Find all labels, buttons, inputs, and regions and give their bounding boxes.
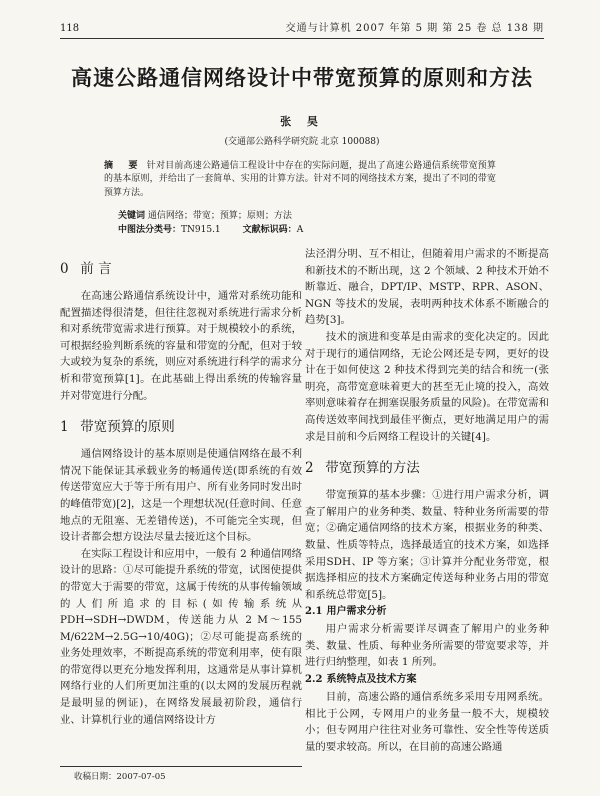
section-0-number: 0 [60, 261, 69, 277]
received-date-value: 2007-07-05 [116, 772, 166, 782]
section-2-number: 2 [305, 460, 314, 477]
subsection-2-2-paragraph: 目前，高速公路的通信系统多采用专用网系统。相比于公网，专网用户的业务量一般不大，规模较小；但专网用户往往对业务可靠性、安全性等传送质量的要求较高。所以，在目前的高速公路通 [305, 691, 549, 753]
classification-value: TN915.1 [181, 225, 221, 235]
section-2-heading [305, 459, 549, 477]
classification-line [118, 224, 303, 237]
keywords-text: 通信网络；带宽；预算；原则；方法 [147, 211, 292, 221]
subsection-2-1-title: 用户需求分析 [326, 606, 387, 618]
section-1-number: 1 [60, 419, 69, 436]
keywords [118, 210, 292, 223]
doc-code-value: A [296, 225, 304, 235]
classification-label: 中图法分类号： [118, 225, 182, 235]
footnote [60, 766, 302, 783]
page-number: 118 [60, 23, 80, 34]
abstract [104, 160, 496, 200]
subsection-2-2-number: 2.2 [305, 674, 323, 686]
section-0-heading [60, 260, 302, 278]
subsection-2-2-heading [305, 672, 549, 688]
section-1-paragraph-2: 在实际工程设计和应用中，一般有 2 种通信网络设计的思路：①尽可能提升系统的带宽，试图使提供的带宽大于需要的带宽，这属于传统的从事传输领域的人们所追求的目标(如传输系统从 PDH→SDH→DWDM，传送能力从 2 M～155 M/622M→2.5G→10/40G)；②尽可能提高系统的业务处理效率，不断提高系统的带宽利用率，使有限的带宽得以更充分地发挥利用，这通常是从事计算机网络行业的人们所更加注重的(以太网的发展历程就是最明显的例证)，在网络发展最初阶段，通信行业、计算机行业的通信网络设计方 [60, 547, 302, 726]
doc-code-label: 文献标识码： [242, 225, 297, 235]
affiliation: (交通部公路科学研究院 北京 100088) [224, 137, 380, 147]
subsection-2-2-title: 系统特点及技术方案 [326, 674, 417, 686]
subsection-2-1-number: 2.1 [305, 606, 323, 618]
section-1-paragraph-2-continued: 法泾渭分明、互不相让，但随着用户需求的不断提高和新技术的不断出现，这 2 个领域、2 种技术开始不断靠近、融合，DPT/IP、MSTP、RPR、ASON、NGN 等技术的发展，表明两种技术体系不断融合的趋势[3]。 [305, 248, 549, 327]
journal-info: 交通与计算机 2007 年第 5 期 第 25 卷 总 138 期 [285, 23, 544, 34]
section-2-title: 带宽预算的方法 [325, 460, 420, 477]
paper-title: 高速公路通信网络设计中带宽预算的原则和方法 [71, 65, 533, 90]
right-column [305, 246, 549, 755]
received-date-label: 收稿日期： [74, 772, 117, 782]
section-1-paragraph-1: 通信网络设计的基本原则是使通信网络在最不利情况下能保证其承载业务的畅通传送(即系统的有效传送带宽应大于等于所有用户、所有业务同时发出时的峰值带宽)[2]，这是一个理想状况(任意时间、任意地点的无阻塞、无差错传送)，不可能完全实现，但设计者都会想方设法尽量去接近这个目标。 [60, 448, 302, 544]
section-2-paragraph: 带宽预算的基本步骤：①进行用户需求分析，调查了解用户的业务种类、数量、特种业务所需要的带宽；②确定通信网络的技术方案，根据业务的种类、数量、性质等特点，选择最适宜的技术方案，如选择采用SDH、IP 等方案；③计算并分配业务带宽，根据选择相应的技术方案确定传送每种业务占用的带宽和系统总带宽[5]。 [305, 489, 549, 601]
author: 张 昊 [280, 115, 324, 128]
abstract-text: 针对目前高速公路通信工程设计中存在的实际问题，提出了高速公路通信系统带宽预算的基本原则，并给出了一套简单、实用的计算方法。针对不同的网络技术方案，提出了不同的带宽预算方法。 [104, 161, 496, 198]
section-0-title: 前 言 [80, 261, 112, 277]
abstract-label: 摘 要 [104, 161, 144, 171]
section-1-paragraph-3: 技术的演进和变革是由需求的变化决定的。因此对于现行的通信网络，无论公网还是专网，更好的设计在于如何使这 2 种技术得到完美的结合和统一(张明亮，高带宽意味着更大的甚至无止境的投入，高效率则意味着存在拥塞误服务质量的风险)。在带宽需和高传送效率间找到最佳平衡点，更好地满足用户的需求是目前和今后网络工程设计的关键[4]。 [305, 330, 549, 443]
section-1-title: 带宽预算的原则 [80, 419, 175, 436]
running-header [60, 22, 544, 39]
left-column [60, 246, 302, 728]
subsection-2-1-paragraph: 用户需求分析需要详尽调查了解用户的业务种类、数量、性质、每种业务所需要的带宽要求等，并进行归纳整理，如表 1 所列。 [305, 623, 549, 669]
section-0-paragraph: 在高速公路通信系统设计中，通常对系统功能和配置描述得很清楚，但往往忽视对系统进行需求分析和对系统带宽需求进行预算。对于规模较小的系统，可根据经验判断系统的容量和带宽的分配，但对于较大或较为复杂的系统，则应对系统进行科学的需求分析和带宽预算[1]。在此基础上得出系统的传输容量并对带宽进行分配。 [60, 290, 302, 402]
subsection-2-1-heading [305, 604, 549, 620]
keywords-label: 关键词 [118, 211, 146, 221]
section-1-heading [60, 418, 302, 436]
